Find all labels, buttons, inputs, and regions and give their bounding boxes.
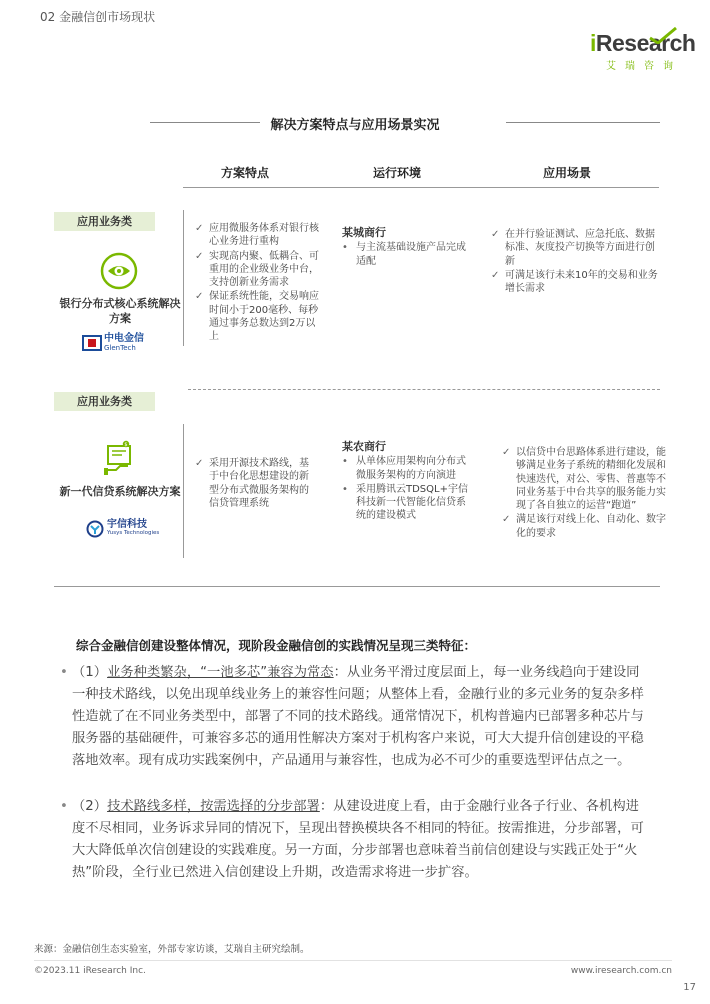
summary-point-2: • （2）技术路线多样，按需选择的分步部署：从建设进度上看，由于金融行业各子行业、各机构进度不尽相同，业务诉求异同的情况下，呈现出替换模块各不相同的特征。按需推进，分步部署，可大大降低单次信创建设的实践难度。另一方面，分步部署也意味着当前信创建设与实践正处于“火热”阶段，全行业已然进入信创建设上升期，改造需求将进一步扩容。 xyxy=(72,796,652,884)
row-separator xyxy=(188,389,660,390)
logo-word: Research xyxy=(595,30,696,56)
vendor-logo-glentech xyxy=(82,334,160,352)
list-item: ✓ 以信贷中台思路体系进行建设，能够满足业务子系统的精细化发展和快速迭代，对公、零售、普惠等不同业务基于中台共享的服务能力实现了各自独立的运营“跑道” xyxy=(502,447,666,512)
source-note: 来源：金融信创生态实验室，外部专家访谈，艾瑞自主研究绘制。 xyxy=(34,944,310,955)
point1-emphasis: 业务种类繁杂，“一池多芯”兼容为常态 xyxy=(107,665,334,680)
column-header-environment: 运行环境 xyxy=(372,166,421,180)
list-item: ✓ 可满足该行未来10年的交易和业务增长需求 xyxy=(491,269,658,295)
logo-prefix: i xyxy=(590,30,596,56)
row1-divider-left xyxy=(183,210,184,346)
row2-divider-left xyxy=(183,424,184,558)
list-item: ✓ 实现高内聚、低耦合、可重用的企业级业务中台，支持创新业务需求 xyxy=(195,250,319,289)
list-item: • 与主流基础设施产品完成适配 xyxy=(342,242,466,267)
row1-product-name: 银行分布式核心系统解决方案 xyxy=(59,297,181,325)
summary-heading: 综合金融信创建设整体情况，现阶段金融信创的实践情况呈现三类特征： xyxy=(76,638,477,653)
row2-features xyxy=(195,457,317,511)
list-item: ✓ 保证系统性能，交易响应时间小于200毫秒、每秒通过事务总数达到2万以上 xyxy=(195,291,319,343)
logo-tick-icon xyxy=(648,26,678,44)
credit-system-icon xyxy=(104,440,136,476)
vendor-logo-yusys xyxy=(86,520,160,538)
list-item: ✓ 在并行验证测试、应急托底、数据标准、灰度投产切换等方面进行创新 xyxy=(491,229,655,267)
list-item: ✓ 采用开源技术路线，基于中台化思想建设的新型分布式微服务架构的信贷管理系统 xyxy=(195,458,309,509)
logo-subtitle: 艾瑞咨询 xyxy=(606,61,682,72)
row1-tag: 应用业务类 xyxy=(54,212,155,231)
svg-text:$: $ xyxy=(124,442,128,448)
table-title: 解决方案特点与应用场景实况 xyxy=(0,114,710,133)
glentech-en: GlenTech xyxy=(104,344,136,352)
table-bottom-line xyxy=(54,586,660,587)
row1-features xyxy=(195,222,323,345)
list-item: ✓ 满足该行对线上化、自动化、数字化的要求 xyxy=(502,514,666,539)
row2-environment xyxy=(342,440,472,524)
header-divider xyxy=(183,187,659,188)
column-header-scenarios: 应用场景 xyxy=(542,166,591,180)
row2-scenarios xyxy=(502,446,668,541)
yusys-cn: 宇信科技 xyxy=(107,519,147,530)
glentech-cn: 中电金信 xyxy=(104,333,144,344)
list-item: • 从单体应用架构向分布式微服务架构的方向演进 xyxy=(342,456,466,481)
footer-url[interactable]: www.iresearch.com.cn xyxy=(570,966,672,976)
glentech-mark-icon xyxy=(82,334,102,352)
row2-product-name: 新一代信贷系统解决方案 xyxy=(59,485,181,498)
yusys-mark-icon xyxy=(86,520,104,538)
section-label: 02 金融信创市场现状 xyxy=(40,10,156,24)
page-number: 17 xyxy=(683,982,696,993)
yusys-en: Yusys Technologies xyxy=(107,530,160,536)
list-item: ✓ 应用微服务体系对银行核心业务进行重构 xyxy=(195,223,319,248)
bullet: • xyxy=(60,799,68,814)
iresearch-logo xyxy=(590,30,696,72)
list-item: • 采用腾讯云TDSQL+宇信科技新一代智能化信贷系统的建设模式 xyxy=(342,483,468,522)
eye-icon xyxy=(100,252,138,290)
row1-bank: 某城商行 xyxy=(342,226,386,239)
summary-point-1: • （1）业务种类繁杂，“一池多芯”兼容为常态：从业务平滑过度层面上，每一业务线趋向于建设同一种技术路线，以免出现单线业务上的兼容性问题；从整体上看，金融行业的多元业务的复杂多样性造就了在不同业务类型中，部署了不同的技术路线。通常情况下，机构普遍内已部署多种芯片与服务器的基础硬件，可兼容多芯的通用性解决方案对于机构客户来说，可大大提升信创建设的平稳落地效率。现有成功实践案例中，产品通用与兼容性，也成为必不可少的重要选型评估点之一。 xyxy=(72,662,652,772)
column-header-features: 方案特点 xyxy=(220,166,269,180)
row2-tag: 应用业务类 xyxy=(54,392,155,411)
point2-emphasis: 技术路线多样，按需选择的分步部署 xyxy=(107,799,320,814)
copyright: ©2023.11 iResearch Inc. xyxy=(34,966,146,976)
row2-bank: 某农商行 xyxy=(342,440,386,453)
bullet: • xyxy=(60,665,68,680)
row1-scenarios xyxy=(491,228,661,296)
footer-divider xyxy=(34,960,672,961)
row1-environment xyxy=(342,226,472,269)
